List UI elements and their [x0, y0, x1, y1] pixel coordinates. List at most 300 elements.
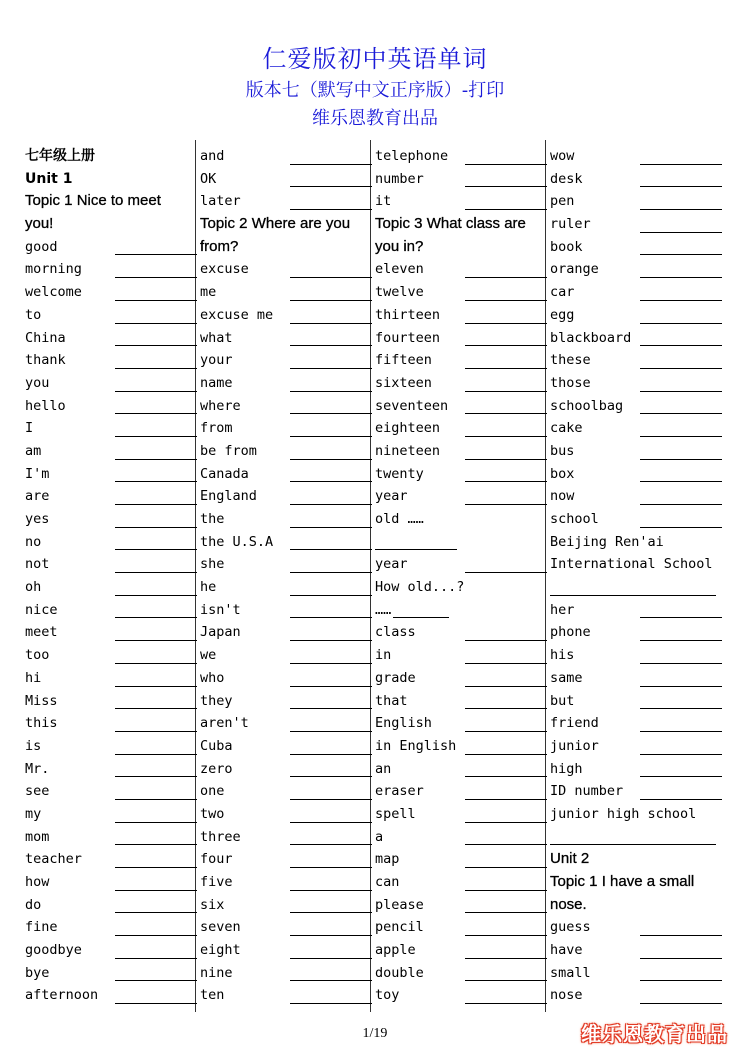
answer-blank — [465, 186, 547, 187]
document-publisher: 维乐恩教育出品 — [312, 108, 438, 129]
vocab-word: seventeen — [375, 397, 449, 414]
vocab-word: oh — [25, 579, 42, 596]
list-item — [200, 508, 372, 531]
vocab-word: her — [550, 601, 575, 618]
vocab-word: fourteen — [375, 329, 441, 346]
answer-blank — [290, 323, 372, 324]
list-item — [550, 780, 722, 803]
answer-blank — [290, 1003, 372, 1004]
answer-blank — [465, 708, 547, 709]
list-item — [200, 258, 372, 281]
vocab-word: two — [200, 805, 225, 822]
list-item — [550, 168, 722, 191]
vocab-word: seven — [200, 919, 241, 936]
vocab-word: ten — [200, 987, 225, 1004]
vocab-word: eleven — [375, 261, 424, 278]
list-item — [375, 281, 547, 304]
answer-blank — [115, 663, 197, 664]
answer-blank — [115, 391, 197, 392]
answer-blank — [115, 912, 197, 913]
vocab-word: apple — [375, 942, 416, 959]
list-item — [550, 735, 722, 758]
list-item — [550, 690, 722, 713]
answer-blank — [640, 776, 722, 777]
answer-blank — [465, 504, 547, 505]
answer-blank — [115, 413, 197, 414]
answer-blank — [465, 640, 547, 641]
list-item — [200, 372, 372, 395]
vocab-word: to — [25, 306, 42, 323]
answer-blank — [290, 595, 372, 596]
answer-blank — [115, 459, 197, 460]
list-item — [25, 599, 197, 622]
answer-blank — [640, 186, 722, 187]
list-item — [200, 599, 372, 622]
list-item — [200, 349, 372, 372]
answer-blank — [640, 958, 722, 959]
vocab-word: pencil — [375, 919, 424, 936]
list-item — [375, 916, 547, 939]
answer-blank — [290, 776, 372, 777]
vocab-word: the — [200, 511, 225, 527]
vocab-word: morning — [25, 261, 82, 278]
list-item — [25, 304, 197, 327]
list-item — [375, 712, 547, 735]
answer-blank — [115, 368, 197, 369]
answer-blank — [115, 1003, 197, 1004]
list-item — [550, 304, 722, 327]
vocab-word: hi — [25, 669, 42, 686]
vocab-word: Mr. — [25, 760, 50, 777]
list-item — [200, 758, 372, 781]
list-item — [200, 190, 372, 213]
answer-blank — [290, 481, 372, 482]
vocab-word: class — [375, 624, 416, 641]
vocab-word: yes — [25, 511, 50, 527]
vocab-word: eight — [200, 942, 241, 959]
vocab-word: high — [550, 760, 583, 777]
list-item — [375, 463, 547, 486]
vocab-word: name — [200, 374, 233, 391]
list-item — [200, 621, 372, 644]
answer-blank — [640, 391, 722, 392]
vocab-word: nose — [550, 987, 583, 1004]
answer-blank — [115, 436, 197, 437]
vocab-word: not — [25, 556, 50, 573]
list-item — [25, 485, 197, 508]
list-item — [25, 621, 197, 644]
list-item — [200, 962, 372, 985]
answer-blank — [115, 754, 197, 755]
list-item — [375, 962, 547, 985]
list-item — [375, 803, 547, 826]
list-item — [375, 553, 547, 576]
vocab-word: How old...? — [375, 579, 465, 596]
answer-blank — [640, 209, 722, 210]
answer-blank — [640, 754, 722, 755]
vocab-word: nineteen — [375, 442, 441, 459]
answer-blank — [465, 663, 547, 664]
vocab-word: who — [200, 669, 225, 686]
list-item — [25, 190, 197, 213]
topic-heading: nose. — [550, 895, 587, 913]
list-item — [375, 735, 547, 758]
answer-blank — [290, 413, 372, 414]
vocab-word: twelve — [375, 284, 424, 301]
answer-blank — [290, 844, 372, 845]
list-item — [200, 871, 372, 894]
list-item — [25, 894, 197, 917]
list-item — [550, 281, 722, 304]
answer-blank — [115, 277, 197, 278]
vocab-word: year — [375, 556, 408, 573]
answer-blank — [640, 413, 722, 414]
list-item — [375, 508, 547, 531]
topic-heading: Unit 2 — [550, 850, 590, 868]
vocab-word: schoolbag — [550, 397, 624, 414]
vocab-word: three — [200, 828, 241, 845]
list-item — [25, 735, 197, 758]
list-item — [550, 894, 722, 917]
vocab-word: he — [200, 579, 217, 596]
list-item — [550, 508, 722, 531]
list-item — [375, 349, 547, 372]
answer-blank — [465, 776, 547, 777]
answer-blank — [640, 980, 722, 981]
vocab-word: small — [550, 964, 591, 981]
answer-blank — [640, 708, 722, 709]
vocab-word: Beijing Ren'ai — [550, 533, 664, 550]
vocab-word: thirteen — [375, 306, 441, 323]
list-item — [375, 848, 547, 871]
list-item — [25, 145, 197, 168]
list-item — [25, 690, 197, 713]
list-item — [550, 803, 722, 826]
vocab-word: junior — [550, 737, 599, 754]
document-title: 仁爱版初中英语单词 — [262, 45, 488, 73]
answer-blank — [290, 731, 372, 732]
list-item — [375, 667, 547, 690]
answer-blank — [290, 867, 372, 868]
list-item — [550, 463, 722, 486]
list-item — [550, 984, 722, 1007]
answer-blank — [465, 459, 547, 460]
list-item — [200, 417, 372, 440]
vocab-word: book — [550, 238, 583, 255]
list-item — [25, 576, 197, 599]
answer-blank — [465, 890, 547, 891]
answer-blank — [465, 300, 547, 301]
vocab-word: …… — [375, 601, 392, 618]
vocab-word: Miss — [25, 692, 58, 709]
list-item — [375, 531, 547, 554]
list-item — [25, 236, 197, 259]
vocab-word: fifteen — [375, 352, 432, 369]
list-item — [550, 417, 722, 440]
list-item — [550, 826, 722, 849]
list-item — [375, 485, 547, 508]
answer-blank — [115, 527, 197, 528]
vocab-word: cake — [550, 420, 583, 437]
list-item — [25, 258, 197, 281]
vocab-word: in English — [375, 737, 457, 754]
vocab-word: excuse — [200, 261, 249, 278]
list-item — [200, 168, 372, 191]
vocab-word: pen — [550, 193, 575, 210]
answer-blank — [640, 686, 722, 687]
list-item — [550, 939, 722, 962]
vocab-word: they — [200, 692, 233, 709]
answer-blank — [115, 300, 197, 301]
list-item — [25, 508, 197, 531]
answer-blank — [290, 164, 372, 165]
list-item — [25, 553, 197, 576]
vocab-word: are — [25, 488, 50, 505]
topic-heading: Topic 1 I have a small — [550, 873, 695, 890]
vocab-word: the U.S.A — [200, 533, 274, 550]
answer-blank — [115, 323, 197, 324]
vocab-word: have — [550, 942, 583, 959]
vocab-word: it — [375, 193, 392, 210]
vocab-word: that — [375, 692, 408, 709]
answer-blank — [640, 277, 722, 278]
answer-blank — [465, 368, 547, 369]
list-item — [25, 848, 197, 871]
list-item — [375, 984, 547, 1007]
list-item — [375, 871, 547, 894]
vocab-word: eighteen — [375, 420, 441, 437]
vocab-word: isn't — [200, 601, 241, 618]
answer-blank — [640, 1003, 722, 1004]
answer-blank — [465, 844, 547, 845]
answer-blank — [465, 164, 547, 165]
vocab-word: desk — [550, 170, 583, 187]
list-item — [25, 667, 197, 690]
vocab-word: these — [550, 352, 591, 369]
list-item — [550, 349, 722, 372]
answer-blank — [465, 345, 547, 346]
vocab-word: can — [375, 874, 400, 890]
answer-blank — [465, 572, 547, 573]
vocab-word: number — [375, 170, 424, 187]
answer-blank — [640, 254, 722, 255]
vocab-word: his — [550, 647, 575, 664]
answer-blank — [290, 368, 372, 369]
vocab-word: zero — [200, 760, 233, 777]
vocab-word: where — [200, 397, 241, 414]
list-item — [200, 485, 372, 508]
answer-blank — [465, 980, 547, 981]
answer-blank — [115, 595, 197, 596]
publisher-watermark: 维乐恩教育出品 — [581, 1022, 728, 1046]
answer-blank — [465, 277, 547, 278]
vocab-word: now — [550, 488, 575, 505]
vocab-word: from — [200, 420, 233, 437]
answer-blank — [640, 617, 722, 618]
answer-blank — [465, 822, 547, 823]
answer-blank — [115, 640, 197, 641]
answer-blank — [640, 232, 722, 233]
answer-blank — [640, 300, 722, 301]
list-item — [25, 780, 197, 803]
list-item — [200, 213, 372, 236]
vocab-word: telephone — [375, 148, 449, 164]
list-item — [200, 463, 372, 486]
list-item — [25, 281, 197, 304]
vocab-word: my — [25, 805, 42, 822]
section-heading: 七年级上册 — [25, 148, 95, 164]
vocab-word: nine — [200, 964, 233, 981]
vocab-word: four — [200, 851, 233, 868]
vocab-word: egg — [550, 306, 575, 323]
answer-blank — [550, 595, 716, 596]
answer-blank — [465, 867, 547, 868]
answer-blank — [640, 323, 722, 324]
list-item — [550, 531, 722, 554]
list-item — [25, 168, 197, 191]
list-item — [550, 599, 722, 622]
list-item — [25, 758, 197, 781]
answer-blank — [290, 436, 372, 437]
vocab-word: double — [375, 964, 424, 981]
list-item — [550, 644, 722, 667]
list-item — [25, 916, 197, 939]
topic-heading: you! — [25, 215, 54, 233]
vocab-word: ruler — [550, 216, 591, 233]
vocab-word: old …… — [375, 511, 424, 527]
vocab-word: your — [200, 352, 233, 369]
vocab-word: those — [550, 374, 591, 391]
vocab-word: too — [25, 647, 50, 664]
list-item — [25, 372, 197, 395]
vocab-word: junior high school — [550, 805, 697, 822]
list-item — [550, 758, 722, 781]
vocab-word: afternoon — [25, 987, 99, 1004]
answer-blank — [115, 504, 197, 505]
topic-heading: Topic 2 Where are you — [200, 215, 351, 233]
list-item — [25, 939, 197, 962]
vocab-word: nice — [25, 601, 58, 618]
answer-blank — [640, 504, 722, 505]
list-item — [25, 327, 197, 350]
word-column-4 — [550, 145, 722, 1007]
list-item — [200, 848, 372, 871]
vocab-word: good — [25, 238, 58, 255]
vocab-word: a — [375, 828, 384, 845]
list-item — [550, 576, 722, 599]
word-column-1 — [25, 145, 197, 1007]
vocab-word: blackboard — [550, 329, 632, 346]
list-item — [200, 304, 372, 327]
answer-blank — [290, 980, 372, 981]
list-item — [550, 440, 722, 463]
answer-blank — [290, 640, 372, 641]
list-item — [200, 281, 372, 304]
answer-blank — [290, 504, 372, 505]
list-item — [550, 962, 722, 985]
list-item — [375, 690, 547, 713]
answer-blank — [465, 958, 547, 959]
vocab-word: bus — [550, 442, 575, 459]
answer-blank — [290, 459, 372, 460]
answer-blank — [115, 776, 197, 777]
answer-blank — [115, 867, 197, 868]
vocab-word: eraser — [375, 783, 424, 800]
list-item — [375, 440, 547, 463]
topic-heading: from? — [200, 237, 239, 255]
answer-blank — [375, 549, 457, 550]
vocab-word: box — [550, 465, 575, 482]
answer-blank — [115, 345, 197, 346]
list-item — [375, 213, 547, 236]
vocab-word: I — [25, 420, 34, 437]
list-item — [375, 372, 547, 395]
vocab-word: she — [200, 556, 225, 573]
vocab-word: English — [375, 715, 432, 732]
vocab-word: friend — [550, 715, 599, 732]
list-item — [200, 440, 372, 463]
answer-blank — [640, 345, 722, 346]
answer-blank — [640, 731, 722, 732]
vocab-word: phone — [550, 624, 591, 641]
vocab-word: map — [375, 851, 400, 868]
answer-blank — [290, 912, 372, 913]
answer-blank — [640, 935, 722, 936]
vocab-word: Canada — [200, 465, 249, 482]
vocab-word: an — [375, 760, 392, 777]
vocab-word: OK — [200, 170, 217, 187]
list-item — [200, 576, 372, 599]
answer-blank — [640, 368, 722, 369]
list-item — [375, 417, 547, 440]
vocab-word: in — [375, 647, 392, 664]
vocab-word: goodbye — [25, 942, 82, 959]
answer-blank — [290, 890, 372, 891]
vocab-word: hello — [25, 397, 66, 414]
list-item — [375, 190, 547, 213]
vocab-word: International School — [550, 556, 713, 573]
list-item — [200, 939, 372, 962]
answer-blank — [115, 481, 197, 482]
list-item — [375, 644, 547, 667]
vocab-word: five — [200, 874, 233, 890]
answer-blank — [465, 799, 547, 800]
answer-blank — [465, 1003, 547, 1004]
list-item — [200, 826, 372, 849]
list-item — [200, 553, 372, 576]
vocab-word: aren't — [200, 715, 249, 732]
list-item — [550, 712, 722, 735]
topic-heading: Topic 1 Nice to meet — [25, 192, 161, 210]
vocab-word: but — [550, 692, 575, 709]
list-item — [25, 871, 197, 894]
vocab-word: ID number — [550, 783, 624, 800]
answer-blank — [465, 436, 547, 437]
answer-blank — [640, 436, 722, 437]
answer-blank — [640, 640, 722, 641]
answer-blank — [115, 935, 197, 936]
list-item — [375, 826, 547, 849]
vocab-word: one — [200, 783, 225, 800]
vocab-word: we — [200, 647, 217, 664]
vocab-word: welcome — [25, 284, 82, 301]
list-item — [550, 553, 722, 576]
list-item — [200, 395, 372, 418]
vocab-word: teacher — [25, 851, 82, 868]
vocab-word: thank — [25, 352, 66, 369]
vocab-word: Cuba — [200, 737, 233, 754]
list-item — [375, 599, 547, 622]
